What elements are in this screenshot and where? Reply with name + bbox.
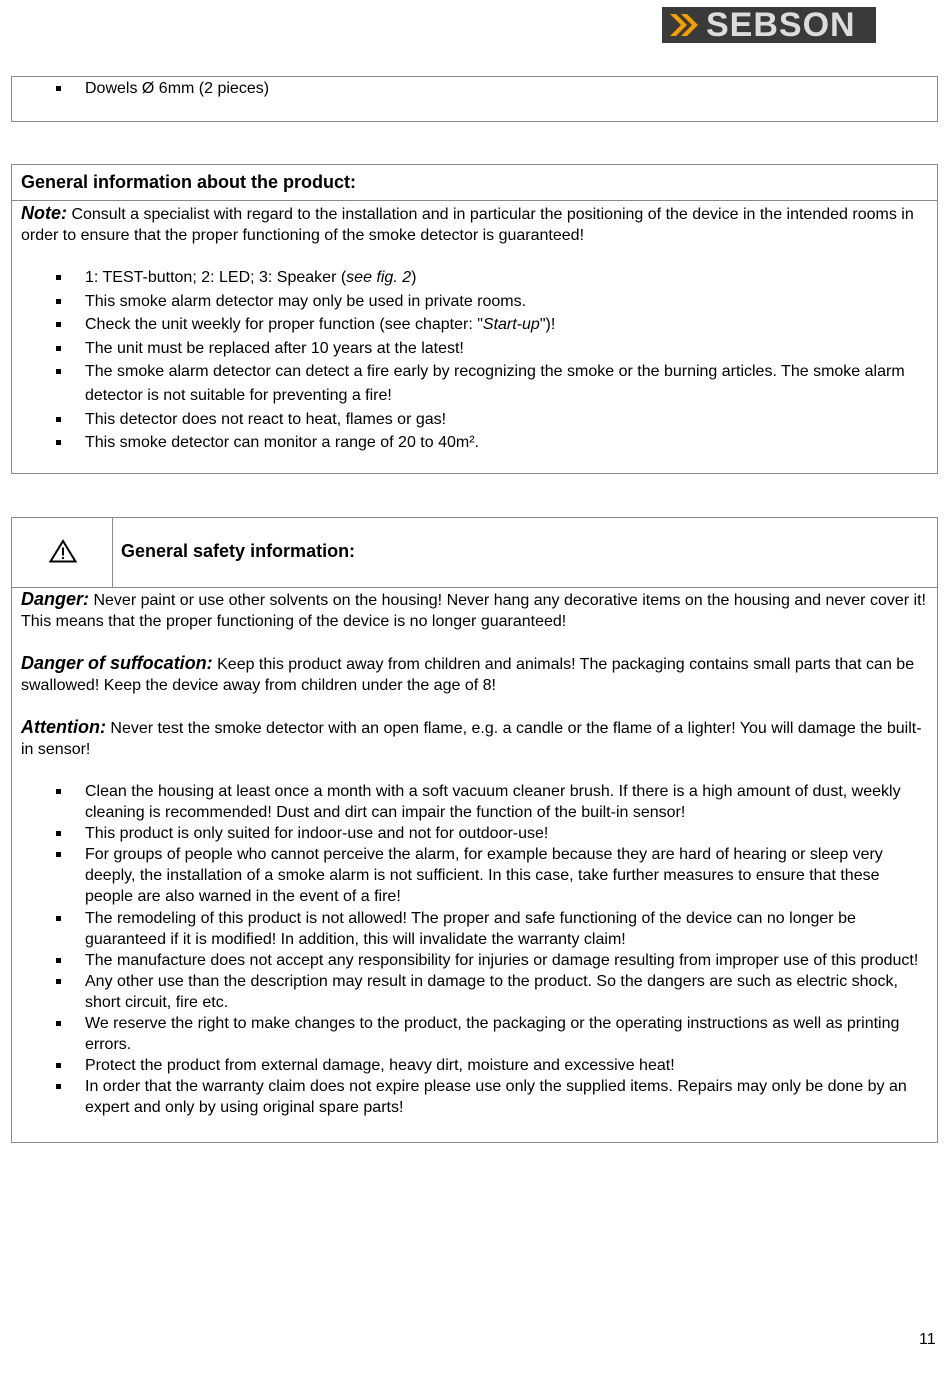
attention-label: Attention: — [21, 717, 106, 737]
list-item: For groups of people who cannot perceive the alarm, for example because they are hard of hearing or sleep very deeply, the installation of a smoke alarm is not sufficient. In this case, take further measures to ensure that these people are also warned in the event of a fire! — [12, 844, 937, 907]
brand-name: SEBSON — [706, 6, 856, 44]
warning-triangle-icon — [49, 539, 77, 563]
section-header — [12, 518, 937, 588]
list-item: This smoke alarm detector may only be used in private rooms. — [12, 290, 937, 314]
danger-label: Danger: — [21, 589, 90, 609]
icon-cell — [12, 518, 113, 587]
list-item: The smoke alarm detector can detect a fire early by recognizing the smoke or the burning articles. The smoke alarm detector is not suitable for preventing a fire! — [12, 360, 937, 407]
list-item: Dowels Ø 6mm (2 pieces) — [12, 78, 937, 100]
list-item: The remodeling of this product is not allowed! The proper and safe functioning of the device can no longer be guaranteed if it is modified! In addition, this will invalidate the warranty claim! — [12, 908, 937, 950]
list-item: Any other use than the description may result in damage to the product. So the dangers are such as electric shock, short circuit, fire etc. — [12, 971, 937, 1013]
list-item: We reserve the right to make changes to the product, the packaging or the operating instructions as well as printing errors. — [12, 1013, 937, 1055]
list-item: In order that the warranty claim does not expire please use only the supplied items. Repairs may only be done by an expert and only by using original spare parts! — [12, 1076, 937, 1118]
brand-logo — [662, 7, 876, 43]
section-header — [12, 165, 937, 201]
list-item: Protect the product from external damage, heavy dirt, moisture and excessive heat! — [12, 1055, 937, 1076]
note-label: Note: — [21, 203, 67, 223]
section-title: General information about the product: — [21, 172, 357, 192]
double-chevron-icon — [668, 12, 702, 38]
accessories-list — [12, 78, 937, 100]
list-item: 1: TEST-button; 2: LED; 3: Speaker (see fig. 2) — [12, 266, 937, 290]
list-item: The unit must be replaced after 10 years at the latest! — [12, 337, 937, 361]
list-item: Check the unit weekly for proper function (see chapter: "Start-up")! — [12, 313, 937, 337]
list-item: Clean the housing at least once a month with a soft vacuum cleaner brush. If there is a high amount of dust, weekly cleaning is recommended! Dust and dirt can impair the function of the built-in sensor! — [12, 781, 937, 823]
page-number: 11 — [919, 1331, 936, 1348]
attention-paragraph: Attention: Never test the smoke detector with an open flame, e.g. a candle or the flame of a lighter! You will damage the built-in sensor! — [21, 717, 922, 758]
list-item: This product is only suited for indoor-use and not for outdoor-use! — [12, 823, 937, 844]
general-info-list — [12, 266, 937, 455]
list-item: This detector does not react to heat, flames or gas! — [12, 408, 937, 432]
danger-paragraph: Danger: Never paint or use other solvents on the housing! Never hang any decorative items on the housing and never cover it! This means that the proper functioning of the device is no longer guaranteed! — [21, 589, 926, 630]
note-text: Consult a specialist with regard to the installation and in particular the positioning of the device in the intended rooms in order to ensure that the proper functioning of the smoke detector is guaranteed! — [21, 206, 914, 244]
note-paragraph — [21, 203, 926, 246]
suffocation-paragraph: Danger of suffocation: Keep this product away from children and animals! The packaging contains small parts that can be swallowed! Keep the device away from children under the age of 8! — [21, 653, 915, 694]
list-item: The manufacture does not accept any responsibility for injuries or damage resulting from improper use of this product! — [12, 950, 937, 971]
accessories-box — [11, 76, 938, 122]
safety-info-box — [11, 517, 938, 1143]
section-title: General safety information: — [121, 541, 356, 561]
safety-list — [12, 781, 937, 1119]
suffocation-label: Danger of suffocation: — [21, 653, 213, 673]
general-info-box — [11, 164, 938, 474]
list-item: This smoke detector can monitor a range of 20 to 40m². — [12, 431, 937, 455]
